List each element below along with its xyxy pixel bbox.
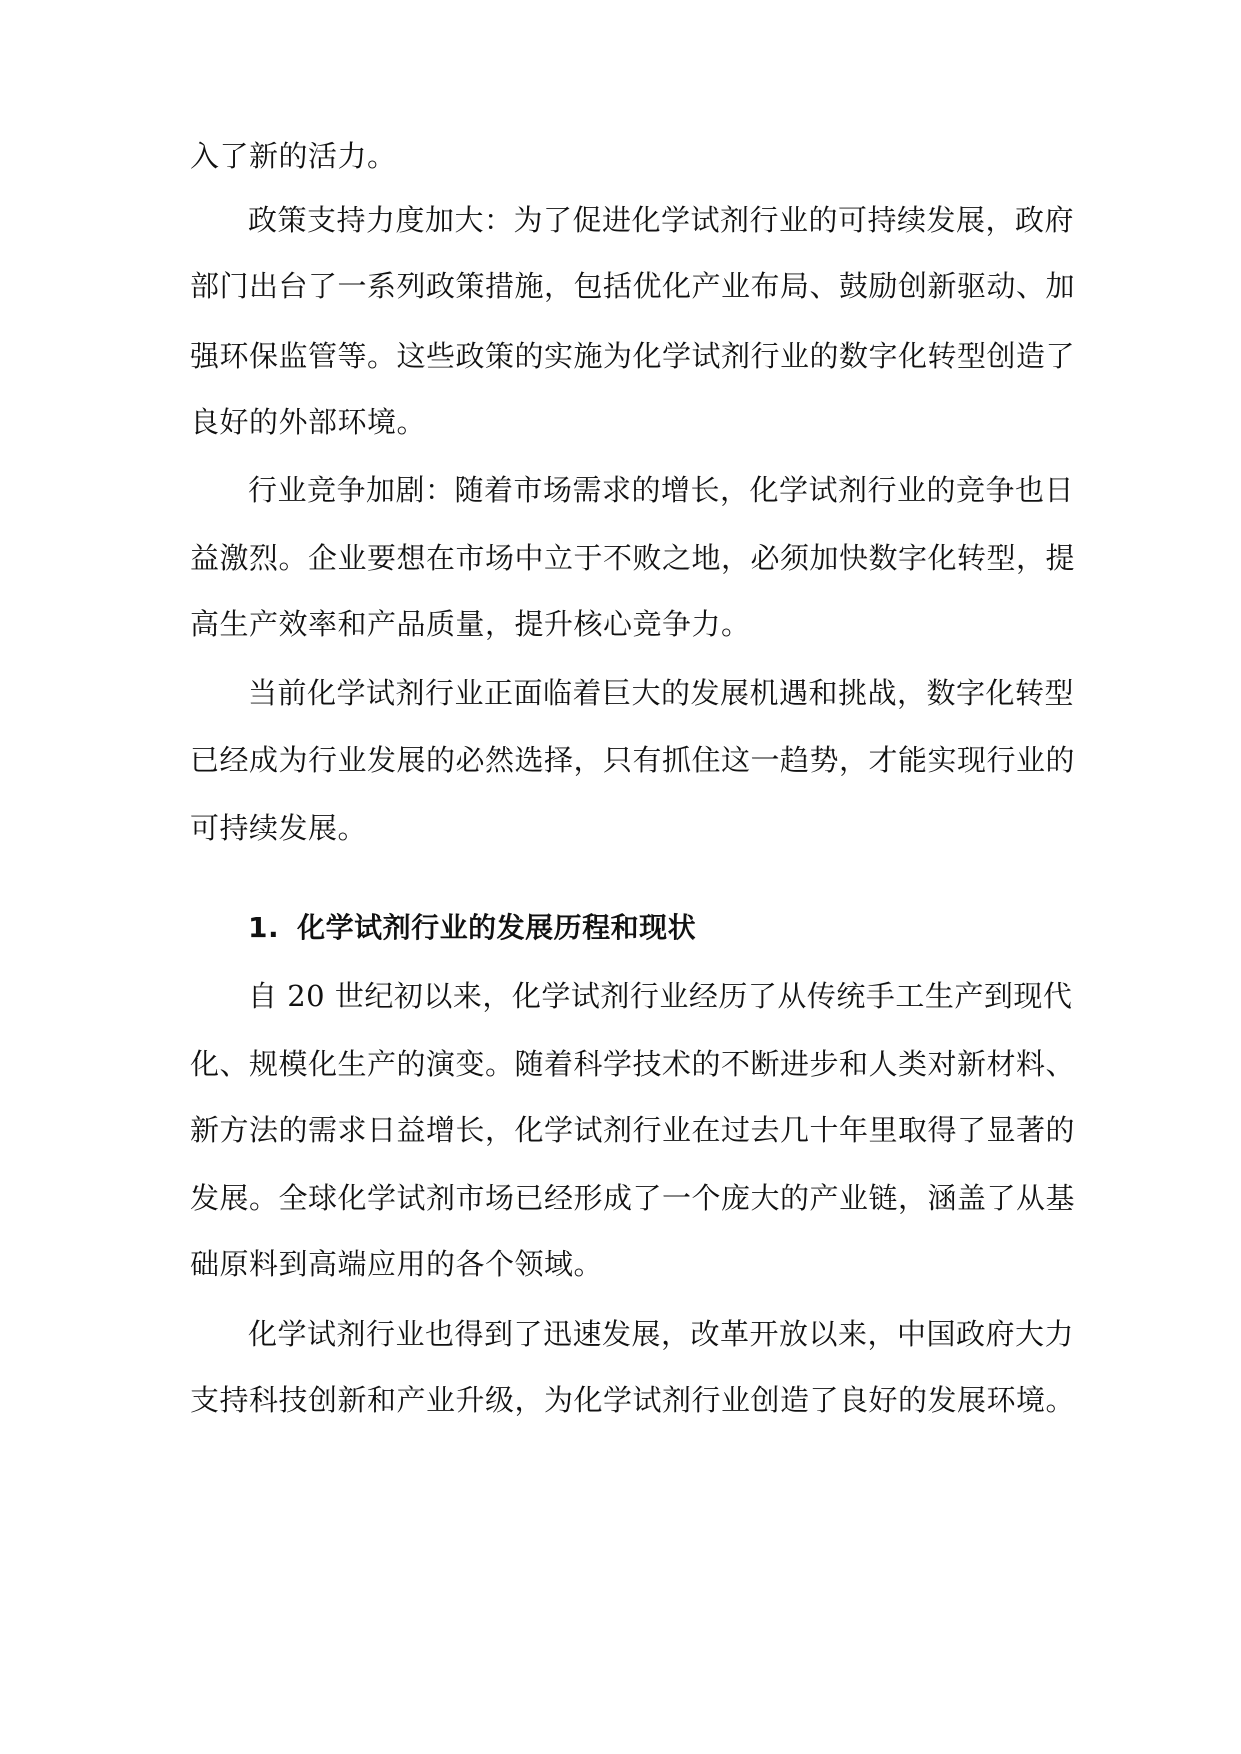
section-heading — [248, 908, 1128, 948]
paragraph-line: 高生产效率和产品质量，提升核心竞争力。 — [190, 607, 751, 641]
paragraph-line: 发展。全球化学试剂市场已经形成了一个庞大的产业链，涵盖了从基 — [190, 1181, 1076, 1215]
paragraph-line: 入了新的活力。 — [190, 139, 397, 173]
paragraph-line: 益激烈。企业要想在市场中立于不败之地，必须加快数字化转型，提 — [190, 541, 1076, 575]
paragraph-line: 良好的外部环境。 — [190, 405, 427, 439]
paragraph-line: 部门出台了一系列政策措施，包括优化产业布局、鼓励创新驱动、加 — [190, 269, 1076, 303]
paragraph-line: 强环保监管等。这些政策的实施为化学试剂行业的数字化转型创造了 — [190, 339, 1076, 373]
section-title: 化学试剂行业的发展历程和现状 — [297, 911, 697, 944]
paragraph-line: 当前化学试剂行业正面临着巨大的发展机遇和挑战，数字化转型 — [248, 676, 1075, 710]
paragraph-line: 政策支持力度加大：为了促进化学试剂行业的可持续发展，政府 — [248, 203, 1075, 237]
paragraph-line: 行业竞争加剧：随着市场需求的增长，化学试剂行业的竞争也日 — [248, 473, 1075, 507]
paragraph-line: 新方法的需求日益增长，化学试剂行业在过去几十年里取得了显著的 — [190, 1113, 1076, 1147]
paragraph-line: 化学试剂行业也得到了迅速发展，改革开放以来，中国政府大力 — [248, 1317, 1075, 1351]
paragraph-line: 础原料到高端应用的各个领域。 — [190, 1247, 604, 1281]
paragraph-line: 化、规模化生产的演变。随着科学技术的不断进步和人类对新材料、 — [190, 1047, 1076, 1081]
section-number: 1. — [248, 911, 280, 944]
paragraph-line: 支持科技创新和产业升级，为化学试剂行业创造了良好的发展环境。 — [190, 1383, 1076, 1417]
paragraph-line: 自 20 世纪初以来，化学试剂行业经历了从传统手工生产到现代 — [248, 979, 1073, 1013]
paragraph-line: 可持续发展。 — [190, 811, 368, 845]
paragraph-line: 已经成为行业发展的必然选择，只有抓住这一趋势，才能实现行业的 — [190, 743, 1076, 777]
